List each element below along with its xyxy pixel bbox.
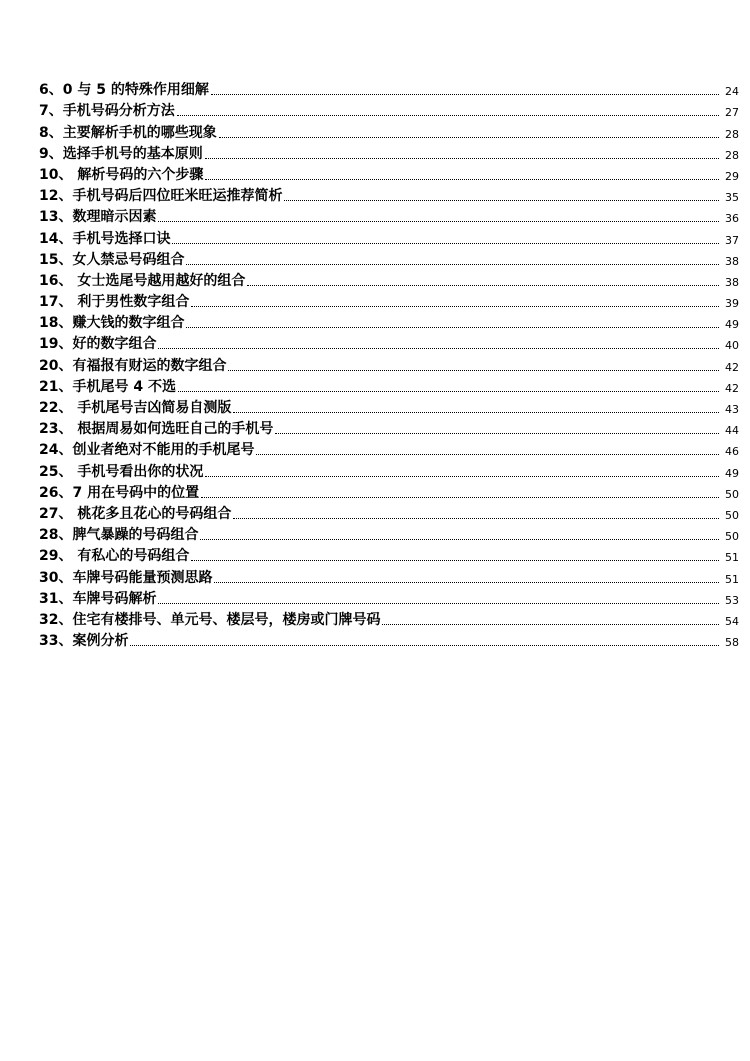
- toc-entry-title: 28、脾气暴躁的号码组合: [39, 527, 199, 544]
- dot-leader: [191, 305, 719, 307]
- toc-entry-page: 49: [725, 318, 739, 332]
- toc-entry-title: 27、 桃花多且花心的号码组合: [39, 505, 232, 522]
- dot-leader: [201, 496, 719, 498]
- toc-entry-page: 50: [725, 487, 739, 501]
- dot-leader: [200, 538, 719, 540]
- toc-entry-page: 24: [725, 85, 739, 99]
- toc-entry[interactable]: [39, 587, 739, 608]
- toc-entry[interactable]: [39, 78, 739, 99]
- toc-entry-page: 38: [725, 275, 739, 289]
- toc-entry[interactable]: [39, 523, 739, 544]
- toc-entry-page: 51: [725, 551, 739, 565]
- toc-entry-title: 23、 根据周易如何选旺自己的手机号: [39, 421, 274, 438]
- toc-entry[interactable]: [39, 438, 739, 459]
- toc-entry[interactable]: [39, 481, 739, 502]
- toc-entry-title: 6、0 与 5 的特殊作用细解: [39, 82, 209, 99]
- toc-entry-page: 35: [725, 191, 739, 205]
- toc-entry-title: 30、车牌号码能量预测思路: [39, 569, 213, 586]
- dot-leader: [178, 390, 719, 392]
- toc-entry[interactable]: [39, 269, 739, 290]
- toc-entry[interactable]: [39, 353, 739, 374]
- toc-entry-title: 17、 利于男性数字组合: [39, 294, 190, 311]
- toc-entry-page: 50: [725, 508, 739, 522]
- toc-entry-page: 46: [725, 445, 739, 459]
- toc-entry-page: 58: [725, 636, 739, 650]
- dot-leader: [382, 623, 719, 625]
- toc-entry[interactable]: [39, 290, 739, 311]
- toc-entry[interactable]: [39, 565, 739, 586]
- toc-entry-page: 42: [725, 381, 739, 395]
- toc-entry-page: 40: [725, 339, 739, 353]
- dot-leader: [284, 199, 719, 201]
- toc-entry-page: 49: [725, 466, 739, 480]
- toc-entry-title: 31、车牌号码解析: [39, 590, 157, 607]
- toc-entry[interactable]: [39, 629, 739, 650]
- toc-entry-page: 44: [725, 424, 739, 438]
- dot-leader: [172, 242, 719, 244]
- dot-leader: [205, 475, 719, 477]
- toc-entry-title: 12、手机号码后四位旺米旺运推荐简析: [39, 188, 283, 205]
- toc-entry-page: 29: [725, 169, 739, 183]
- toc-entry[interactable]: [39, 375, 739, 396]
- toc-entry[interactable]: [39, 142, 739, 163]
- toc-entry-title: 16、 女士选尾号越用越好的组合: [39, 272, 246, 289]
- toc-entry-page: 38: [725, 254, 739, 268]
- toc-entry[interactable]: [39, 226, 739, 247]
- toc-entry[interactable]: [39, 205, 739, 226]
- dot-leader: [256, 453, 719, 455]
- toc-entry[interactable]: [39, 544, 739, 565]
- dot-leader: [219, 136, 719, 138]
- dot-leader: [158, 347, 719, 349]
- toc-entry-title: 26、7 用在号码中的位置: [39, 484, 200, 501]
- dot-leader: [233, 517, 719, 519]
- dot-leader: [191, 559, 719, 561]
- dot-leader: [247, 284, 719, 286]
- dot-leader: [275, 432, 719, 434]
- toc-entry[interactable]: [39, 248, 739, 269]
- toc-entry[interactable]: [39, 608, 739, 629]
- toc-entry-page: 51: [725, 572, 739, 586]
- toc-entry-title: 19、好的数字组合: [39, 336, 157, 353]
- toc-entry[interactable]: [39, 396, 739, 417]
- toc-entry-title: 9、选择手机号的基本原则: [39, 145, 203, 162]
- dot-leader: [214, 581, 719, 583]
- toc-entry-title: 18、赚大钱的数字组合: [39, 315, 185, 332]
- toc-entry-title: 21、手机尾号 4 不选: [39, 378, 176, 395]
- dot-leader: [205, 178, 719, 180]
- toc-entry-title: 24、创业者绝对不能用的手机尾号: [39, 442, 255, 459]
- toc-entry-title: 29、 有私心的号码组合: [39, 548, 190, 565]
- dot-leader: [186, 263, 719, 265]
- toc-entry-title: 15、女人禁忌号码组合: [39, 251, 185, 268]
- toc-entry-page: 39: [725, 297, 739, 311]
- toc-entry-title: 7、手机号码分析方法: [39, 103, 175, 120]
- toc-entry[interactable]: [39, 502, 739, 523]
- toc-entry-page: 53: [725, 593, 739, 607]
- dot-leader: [228, 369, 719, 371]
- toc-entry[interactable]: [39, 120, 739, 141]
- toc-entry-title: 25、 手机号看出你的状况: [39, 463, 204, 480]
- dot-leader: [158, 602, 719, 604]
- dot-leader: [177, 114, 719, 116]
- toc-entry-page: 28: [725, 148, 739, 162]
- toc-entry[interactable]: [39, 163, 739, 184]
- toc-entry-page: 54: [725, 614, 739, 628]
- toc-entry-page: 36: [725, 212, 739, 226]
- toc-entry-page: 28: [725, 127, 739, 141]
- dot-leader: [130, 644, 719, 646]
- toc-entry[interactable]: [39, 332, 739, 353]
- toc-entry-title: 32、住宅有楼排号、单元号、楼层号，楼房或门牌号码: [39, 611, 381, 628]
- toc-entry-title: 13、数理暗示因素: [39, 209, 157, 226]
- toc-entry-page: 27: [725, 106, 739, 120]
- toc-entry[interactable]: [39, 311, 739, 332]
- toc-entry[interactable]: [39, 459, 739, 480]
- toc-entry-page: 37: [725, 233, 739, 247]
- toc-entry-page: 42: [725, 360, 739, 374]
- dot-leader: [211, 93, 719, 95]
- dot-leader: [186, 326, 719, 328]
- toc-entry-page: 43: [725, 403, 739, 416]
- toc-entry-title: 10、 解析号码的六个步骤: [39, 166, 204, 183]
- toc-entry[interactable]: [39, 99, 739, 120]
- toc-entry-page: 50: [725, 530, 739, 544]
- toc-entry-title: 8、主要解析手机的哪些现象: [39, 124, 217, 141]
- toc-entry-title: 14、手机号选择口诀: [39, 230, 171, 247]
- dot-leader: [205, 157, 719, 159]
- dot-leader: [158, 220, 719, 222]
- table-of-contents: [39, 78, 739, 650]
- toc-entry-title: 22、 手机尾号吉凶简易自测版: [39, 400, 232, 416]
- toc-entry[interactable]: [39, 184, 739, 205]
- dot-leader: [233, 411, 719, 413]
- toc-entry-title: 33、案例分析: [39, 633, 129, 650]
- toc-entry[interactable]: [39, 417, 739, 438]
- toc-entry-title: 20、有福报有财运的数字组合: [39, 357, 227, 374]
